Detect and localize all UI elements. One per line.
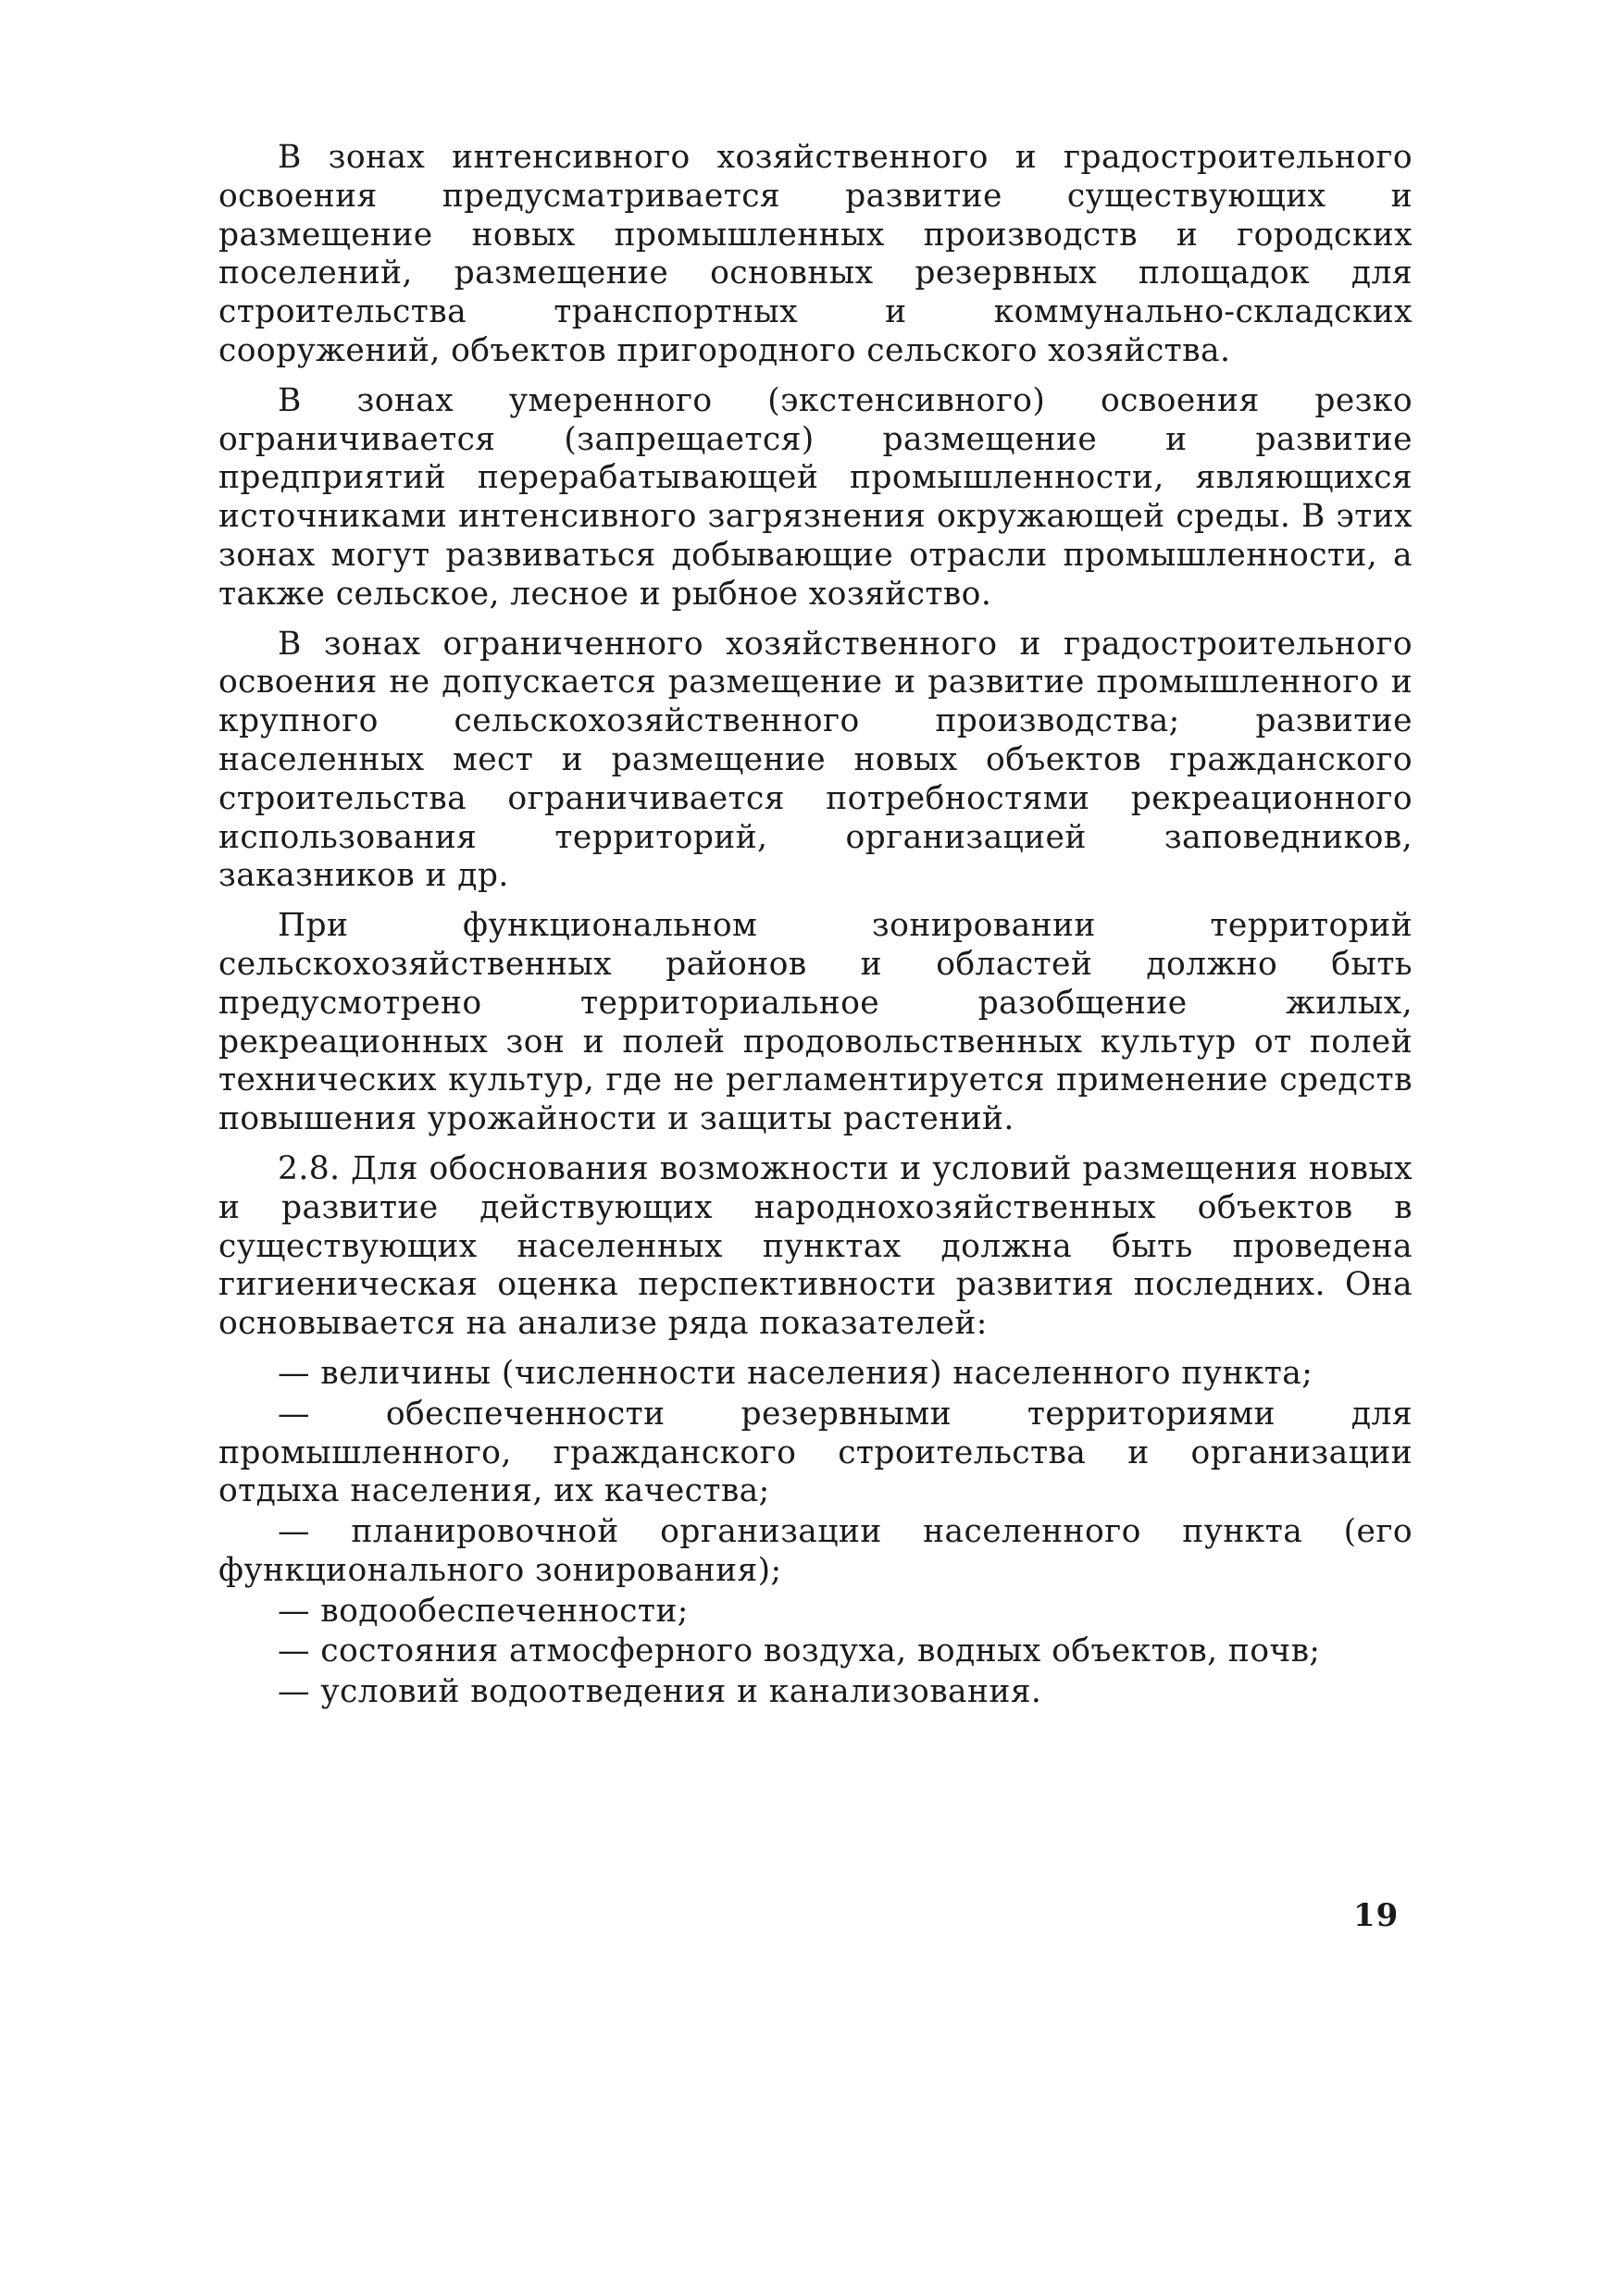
- list-item-water-supply: — водообеспеченности;: [278, 1592, 689, 1630]
- list-item-population: — величины (численности населения) населенного пункта;: [278, 1354, 1313, 1392]
- list-item-environment-state: — состояния атмосферного воздуха, водных объектов, почв;: [278, 1632, 1321, 1670]
- list-item-planning-organization: — планировочной организации населенного пункта (его функционального зонирования);: [218, 1513, 1413, 1589]
- paragraph-limited-zones: В зонах ограниченного хозяйственного и градостроительного освоения не допускается размещение и развитие промышленного и крупного сельскохозяйственного производства; развитие населенных мест и размещение новых объектов гражданского строительства ограничивается потребностями рекреационного использования территорий, организацией заповедников, заказников и др.: [218, 625, 1413, 895]
- paragraph-functional-zoning: При функциональном зонировании территорий сельскохозяйственных районов и областей должно быть предусмотрено территориальное разобщение жилых, рекреационных зон и полей продовольственных культур от полей технических культур, где не регламентируется применение средств повышения урожайности и защиты растений.: [218, 907, 1413, 1138]
- list-item-sewerage: — условий водоотведения и канализования.: [278, 1673, 1042, 1711]
- paragraph-section-2-8: 2.8. Для обоснования возможности и условий размещения новых и развитие действующих народнохозяйственных объектов в существующих населенных пунктах должна быть проведена гигиеническая оценка перспективности развития последних. Она основывается на анализе ряда показателей:: [218, 1149, 1413, 1343]
- page-number: 19: [1353, 1897, 1400, 1934]
- body-text: [218, 139, 1413, 1714]
- list-item-reserve-territories: — обеспеченности резервными территориями для промышленного, гражданского строительства и организации отдыха населения, их качества;: [218, 1395, 1413, 1510]
- paragraph-moderate-zones: В зонах умеренного (экстенсивного) освоения резко ограничивается (запрещается) размещение и развитие предприятий перерабатывающей промышленности, являющихся источниками интенсивного загрязнения окружающей среды. В этих зонах могут развиваться добывающие отрасли промышленности, а также сельское, лесное и рыбное хозяйство.: [218, 381, 1413, 613]
- paragraph-intensive-zones: В зонах интенсивного хозяйственного и градостроительного освоения предусматривается развитие существующих и размещение новых промышленных производств и городских поселений, размещение основных резервных площадок для строительства транспортных и коммунально-складских сооружений, объектов пригородного сельского хозяйства.: [218, 139, 1413, 369]
